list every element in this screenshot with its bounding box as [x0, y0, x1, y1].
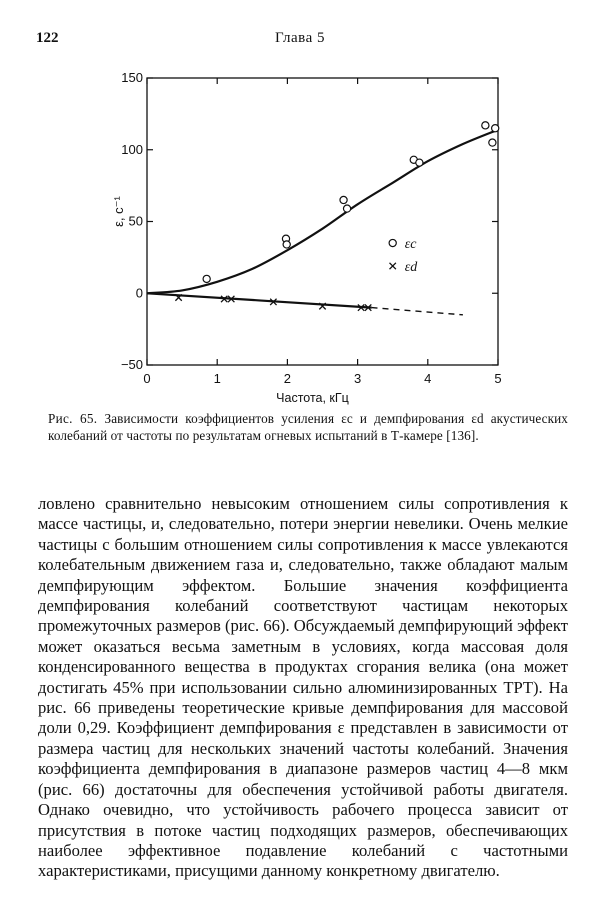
x-tick-label: 4: [424, 371, 432, 386]
y-tick-label: 0: [135, 285, 143, 301]
legend-marker-ec: [389, 239, 396, 246]
page-number: 122: [36, 30, 59, 46]
series-ec-point: [416, 159, 423, 166]
y-axis-label: ε, с⁻¹: [111, 196, 126, 227]
chart: [0, 60, 600, 410]
x-tick-label: 3: [353, 371, 362, 386]
y-tick-label: 50: [128, 213, 143, 229]
y-tick-label: 150: [121, 70, 143, 85]
y-tick-label: 100: [121, 141, 143, 157]
body-paragraph: ловлено сравнительно невысоким отношением силы сопротивления к массе частицы, и, следовательно, потери энергии невелики. Очень мелкие частицы с большим отношением силы сопротивления к массе увлекаются колебательным движением газа и, следовательно, также обладают малым демпфирующим эффектом. Большие значения коэффициента демпфирования колебаний соответствуют частицам некоторых промежуточных размеров (рис. 66). Обсуждаемый демпфирующий эффект может оказаться весьма заметным в условиях, когда массовая доля конденсированного вещества в продуктах сгорания велика (она может достигать 45% при использовании сильно алюминизированных ТРТ). На рис. 66 приведены теоретические кривые демпфирования для массовой доли 0,29. Коэффициент демпфирования ε представлен в зависимости от размера частиц для нескольких значений частоты колебаний. Значения коэффициента демпфирования в диапазоне размеров частиц 4—8 мкм (рис. 66) достаточны для обеспечения устойчивой работы двигателя. Однако очевидно, что устойчивость рабочего процесса зависит от присутствия в потоке частиц подходящих размеров, обеспечивающих наиболее эффективное подавление колебаний с частотными характеристиками, присущими данному конкретному двигателю.: [38, 494, 568, 881]
series-ed-dashed-extension: [372, 308, 463, 315]
series-ec-point: [492, 125, 499, 132]
legend-label-ec: εc: [404, 237, 417, 253]
x-tick-label: 1: [213, 371, 221, 386]
caption-lead: Рис. 65.: [48, 411, 98, 426]
x-tick-label: 2: [283, 371, 292, 386]
body-text: [38, 494, 568, 882]
series-ec-point: [283, 241, 290, 248]
x-axis-label: Частота, кГц: [276, 391, 349, 405]
series-ec-point: [203, 275, 210, 282]
running-header: [0, 30, 600, 50]
series-ec-point: [482, 122, 489, 129]
y-tick-label: −50: [120, 357, 143, 372]
figure-65: [0, 60, 600, 410]
series-ec-point: [340, 196, 347, 203]
figure-caption: [48, 410, 568, 444]
x-tick-label: 5: [494, 371, 502, 386]
caption-text: Зависимости коэффициентов усиления εc и демпфирования εd акустических колебаний от частоты по результатам огневых испытаний в Т-камере [136].: [48, 411, 568, 443]
series-ec-curve: [147, 130, 498, 294]
series-ec-point: [343, 205, 350, 212]
x-tick-label: 0: [143, 371, 151, 386]
chapter-title: Глава 5: [275, 30, 325, 46]
legend-marker-ed: [390, 263, 396, 269]
plot-frame: [147, 78, 498, 365]
series-ec-point: [489, 139, 496, 146]
legend-label-ed: εd: [404, 259, 418, 275]
